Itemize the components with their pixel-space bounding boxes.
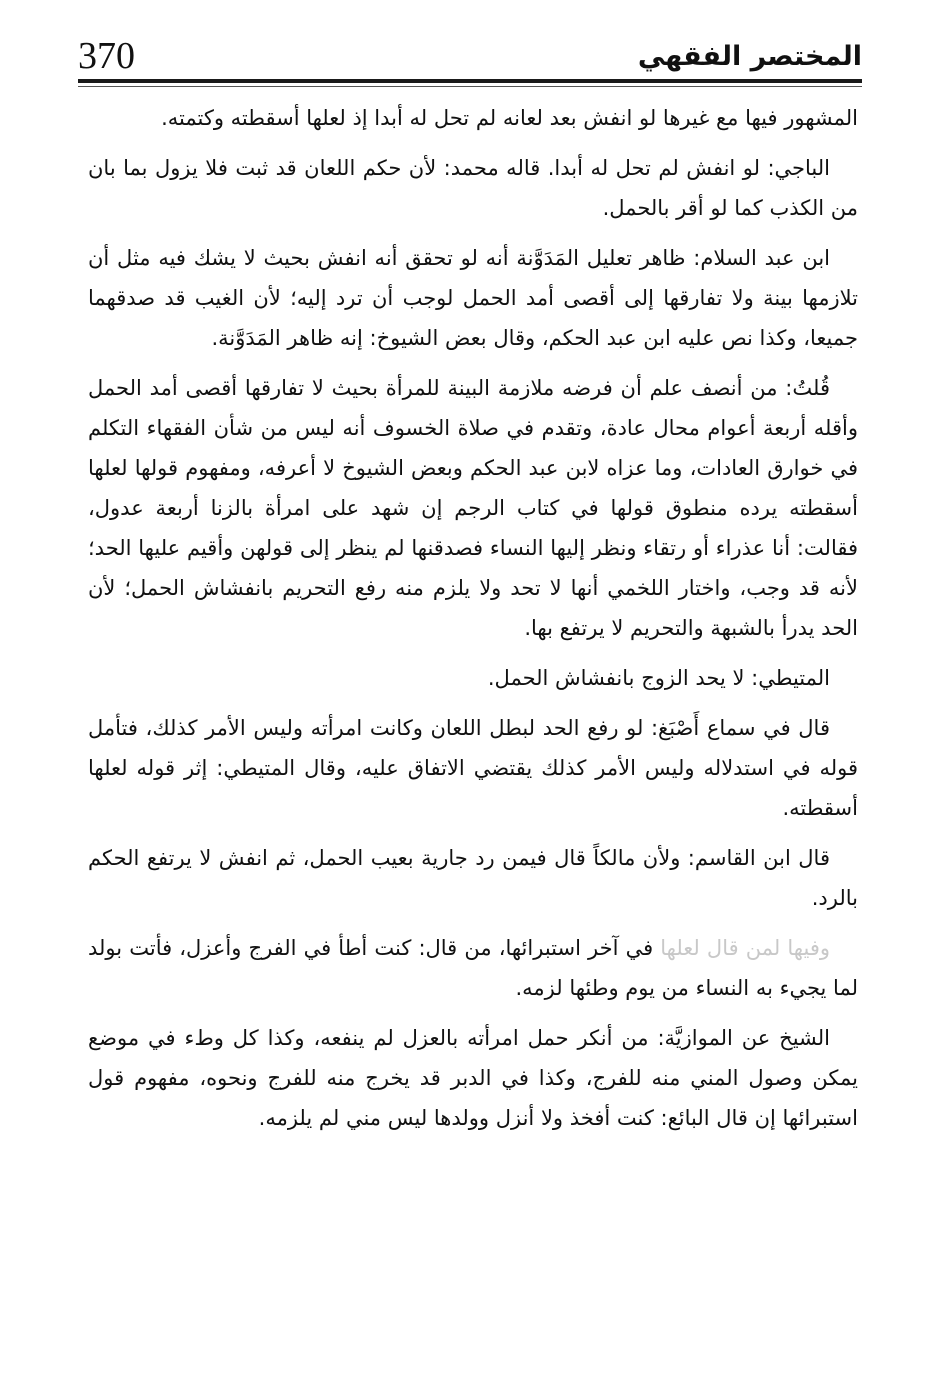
faint-text: وفيها لمن قال لعلها xyxy=(660,936,830,960)
paragraph: الشيخ عن الموازيَّة: من أنكر حمل امرأته بالعزل لم ينفعه، وكذا كل وطء في موضع يمكن وصول المني منه للفرج، وكذا في الدبر قد يخرج منه للفرج ونحوه، مفهوم قول استبرائها إن قال البائع: كنت أفخذ ولا أنزل وولدها ليس مني لم يلزمه. xyxy=(88,1026,858,1130)
header-rule-thin xyxy=(78,86,862,87)
paragraph: الباجي: لو انفش لم تحل له أبدا. قاله محمد: لأن حكم اللعان قد ثبت فلا يزول بما بان من الكذب كما لو أقر بالحمل. xyxy=(88,156,858,220)
paragraph: قال في سماع أَصْبَغ: لو رفع الحد لبطل اللعان وكانت امرأته وليس الأمر كذلك، فتأمل قوله في استدلاله وليس الأمر كذلك يقتضي الاتفاق عليه، وقال المتيطي: إثر قوله لعلها أسقطته. xyxy=(88,716,858,820)
header-rule-thick xyxy=(78,79,862,83)
page-header xyxy=(78,34,862,82)
paragraph: المشهور فيها مع غيرها لو انفش بعد لعانه لم تحل له أبدا إذ لعلها أسقطته وكتمته. xyxy=(161,106,858,130)
running-title: المختصر الفقهي xyxy=(637,41,862,72)
paragraph-text: في آخر استبرائها، من قال: كنت أطأ في الفرج وأعزل، فأتت بولد لما يجيء به النساء من يوم وطئها لزمه. xyxy=(88,936,858,1000)
paragraph: قال ابن القاسم: ولأن مالكاً قال فيمن رد جارية بعيب الحمل، ثم انفش لا يرتفع الحكم بالرد. xyxy=(88,846,858,910)
paragraph: قُلتُ: من أنصف علم أن فرضه ملازمة البينة للمرأة بحيث لا تفارقها أقصى أمد الحمل وأقله أربعة أعوام محال عادة، وتقدم في صلاة الخسوف أنه ليس من شأن الفقهاء التكلم في خوارق العادات، وما عزاه لابن عبد الحكم وبعض الشيوخ لا أعرفه، ومفهوم قولها لعلها أسقطته يرده منطوق قولها في كتاب الرجم إن شهد على امرأة بالزنا أربعة عدول، فقالت: أنا عذراء أو رتقاء ونظر إليها النساء فصدقنها لم ينظر إلى قولهن وأقيم عليها الحد؛ لأنه قد وجب، واختار اللخمي أنها لا تحد ولا يلزم منه رفع التحريم بانفشاش الحمل؛ لأن الحد يدرأ بالشبهة والتحريم لا يرتفع بها. xyxy=(88,376,858,640)
page-number: 370 xyxy=(78,35,135,77)
paragraph: المتيطي: لا يحد الزوج بانفشاش الحمل. xyxy=(487,666,830,690)
paragraph xyxy=(88,928,858,1008)
paragraph: ابن عبد السلام: ظاهر تعليل المَدَوَّنة أنه لو تحقق أنه انفش بحيث لا يشك فيه مثل أن تلازمها بينة ولا تفارقها إلى أقصى أمد الحمل لوجب أن ترد إليه؛ لأن الغيب قد صدقهما جميعا، وكذا نص عليه ابن عبد الحكم، وقال بعض الشيوخ: إنه ظاهر المَدَوَّنة. xyxy=(88,246,858,350)
page-body xyxy=(88,98,858,1148)
